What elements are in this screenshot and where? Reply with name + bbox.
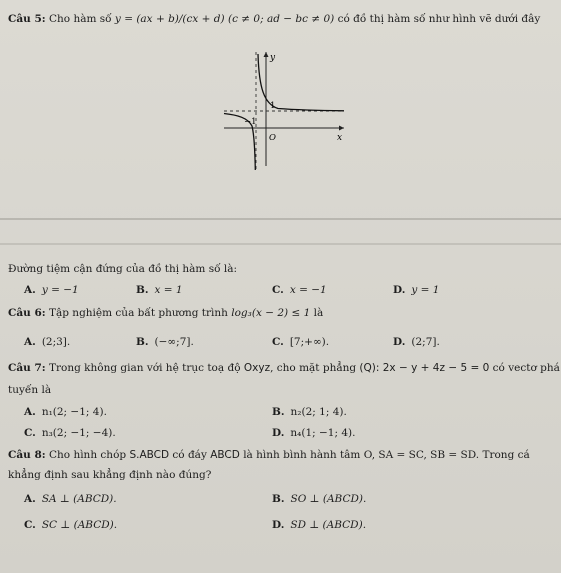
option-text: [7;+∞). (289, 336, 330, 348)
q8-pyramid: S.ABCD (129, 449, 170, 461)
q8-text-c: là hình bình hành tâm O, SA = SC, SB = SD. Trong cá (243, 449, 530, 461)
q8-option-c (24, 518, 117, 532)
tick-one: 1 (270, 101, 276, 111)
q8-label: Câu 8: (8, 449, 46, 461)
q6-inequality: log₃(x − 2) ≤ 1 (231, 307, 311, 319)
option-text: n₂(2; 1; 4). (290, 406, 347, 418)
q5-question: Đường tiệm cận đứng của đồ thị hàm số là: (8, 263, 238, 275)
y-axis-arrow (264, 52, 269, 57)
option-key: B. (136, 284, 149, 296)
option-key: B. (272, 406, 285, 418)
q5-option-d (393, 283, 439, 297)
option-key: A. (24, 493, 36, 505)
option-key: C. (272, 336, 284, 348)
option-text: SC ⊥ (ABCD). (41, 519, 118, 531)
q5-formula: y = (ax + b)/(cx + d) (114, 13, 225, 25)
q7-oxyz: Oxyz (243, 362, 271, 374)
q7-option-b (272, 405, 347, 419)
q5-option-c (272, 283, 327, 297)
q6-label: Câu 6: (8, 307, 46, 319)
option-text: x = 1 (154, 284, 183, 296)
question-5 (8, 12, 540, 26)
q6-option-b (136, 335, 194, 349)
option-text: (2;7]. (411, 336, 440, 348)
q8-line-2: khẳng định sau khẳng định nào đúng? (8, 469, 212, 481)
y-label: y (270, 53, 276, 63)
option-text: (2;3]. (41, 336, 71, 348)
x-axis-arrow (339, 126, 344, 131)
question-8 (8, 448, 530, 462)
question-7 (8, 361, 560, 375)
q5-text-a: Cho hàm số (48, 13, 112, 25)
q7-text-b: , cho mặt phẳng (270, 362, 357, 374)
function-graph (218, 48, 348, 173)
option-key: C. (272, 284, 284, 296)
q5-text-b: có đồ thị hàm số như hình vẽ dưới đây (337, 13, 541, 25)
origin-label: O (269, 133, 276, 143)
option-key: D. (393, 336, 406, 348)
option-text: SO ⊥ (ABCD). (290, 493, 367, 505)
q7-option-a (24, 405, 107, 419)
option-key: B. (136, 336, 149, 348)
q8-option-d (272, 518, 366, 532)
q6-option-c (272, 335, 329, 349)
q7-option-c (24, 426, 116, 440)
option-key: A. (24, 406, 36, 418)
q5-label: Câu 5: (8, 13, 46, 25)
q7-label: Câu 7: (8, 362, 46, 374)
q8-text-a: Cho hình chóp (48, 449, 127, 461)
q6-tail: là (313, 307, 324, 319)
option-key: D. (272, 427, 285, 439)
option-key: B. (272, 493, 285, 505)
option-key: A. (24, 284, 36, 296)
option-text: y = −1 (41, 284, 79, 296)
page-fold (0, 218, 561, 220)
q8-option-a (24, 492, 117, 506)
x-label: x (337, 133, 343, 143)
q6-option-a (24, 335, 70, 349)
option-key: C. (24, 427, 36, 439)
option-text: (−∞;7]. (154, 336, 194, 348)
q6-option-d (393, 335, 440, 349)
q8-text-b: có đáy (172, 449, 207, 461)
q8-option-b (272, 492, 366, 506)
question-6 (8, 306, 323, 320)
q5-condition: (c ≠ 0; ad − bc ≠ 0) (227, 13, 335, 25)
option-text: n₄(1; −1; 4). (290, 427, 356, 439)
q7-text-c: có vectơ phá (492, 362, 560, 374)
option-key: C. (24, 519, 36, 531)
q7-plane: (Q): 2x − y + 4z − 5 = 0 (359, 362, 490, 374)
q7-text-a: Trong không gian với hệ trục toạ độ (48, 362, 241, 374)
option-text: SD ⊥ (ABCD). (290, 519, 367, 531)
q8-base: ABCD (210, 449, 240, 461)
q5-option-a (24, 283, 79, 297)
q7-option-d (272, 426, 355, 440)
tick-minus-one: −1 (244, 117, 257, 127)
option-text: y = 1 (411, 284, 440, 296)
page-fold (0, 243, 561, 245)
q6-text: Tập nghiệm của bất phương trình (48, 307, 228, 319)
option-text: n₁(2; −1; 4). (41, 406, 107, 418)
option-text: n₃(2; −1; −4). (41, 427, 116, 439)
q7-line-2: tuyến là (8, 384, 52, 396)
option-key: D. (393, 284, 406, 296)
option-text: SA ⊥ (ABCD). (41, 493, 117, 505)
option-key: D. (272, 519, 285, 531)
q5-option-b (136, 283, 183, 297)
option-key: A. (24, 336, 36, 348)
option-text: x = −1 (289, 284, 327, 296)
